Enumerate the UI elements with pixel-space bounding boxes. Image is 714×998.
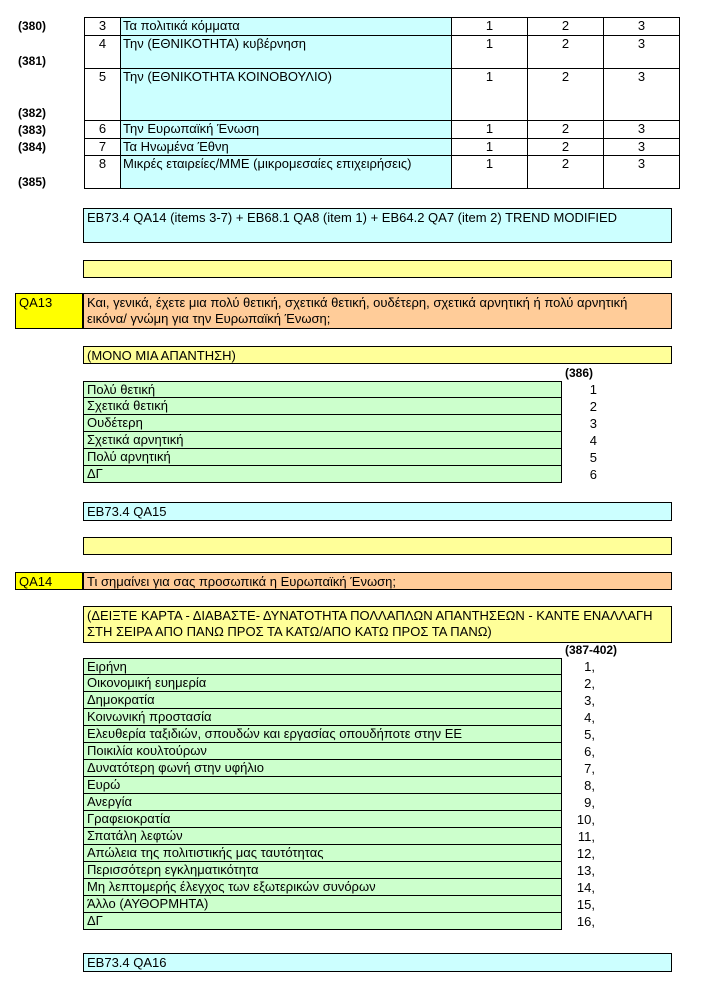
answer-code: 3 bbox=[604, 36, 680, 69]
answer-option: Ευρώ bbox=[83, 777, 562, 794]
instruction-band: (ΔΕΙΞΤΕ ΚΑΡΤΑ - ΔΙΑΒΑΣΤΕ- ΔΥΝΑΤΟΤΗΤΑ ΠΟΛΛΑΠΛΩΝ ΑΠΑΝΤΗΣΕΩΝ - ΚΑΝΤΕ ΕΝΑΛΛΑΓΗ ΣΤΗ ΣΕΙΡΑ ΑΠΟ ΠΑΝΩ ΠΡΟΣ ΤΑ ΚΑΤΩ/ΑΠΟ ΚΑΤΩ ΠΡΟΣ ΤΑ ΠΑΝΩ) bbox=[83, 606, 672, 643]
answer-code: 9, bbox=[584, 795, 595, 810]
answer-option: Πολύ αρνητική bbox=[83, 449, 562, 466]
item-number: 4 bbox=[85, 36, 121, 69]
item-number: 7 bbox=[85, 139, 121, 156]
answer-option: Ουδέτερη bbox=[83, 415, 562, 432]
row-code: (385) bbox=[18, 175, 47, 189]
answer-code: 13, bbox=[576, 863, 595, 878]
question-id: QA13 bbox=[15, 293, 83, 329]
answer-option: Δημοκρατία bbox=[83, 692, 562, 709]
table-row bbox=[85, 36, 680, 69]
answer-code: 5 bbox=[589, 450, 597, 465]
answer-codes bbox=[555, 659, 595, 931]
answer-option: Ελευθερία ταξιδιών, σπουδών και εργασίας οπουδήποτε στην ΕΕ bbox=[83, 726, 562, 743]
answer-codes bbox=[557, 382, 597, 484]
instruction-band: (ΜΟΝΟ ΜΙΑ ΑΠΑΝΤΗΣΗ) bbox=[83, 346, 672, 364]
item-label: Τα πολιτικά κόμματα bbox=[121, 18, 452, 36]
answer-code: 2 bbox=[528, 139, 604, 156]
answer-option: Ανεργία bbox=[83, 794, 562, 811]
table-row bbox=[85, 156, 680, 189]
answer-code: 5, bbox=[584, 727, 595, 742]
column-code: (386) bbox=[565, 366, 594, 380]
answer-option: Σχετικά θετική bbox=[83, 398, 562, 415]
answer-code: 11, bbox=[577, 829, 595, 844]
item-label: Τα Ηνωμένα Έθνη bbox=[121, 139, 452, 156]
row-code: (381) bbox=[18, 54, 47, 68]
answer-option: ΔΓ bbox=[83, 913, 562, 930]
row-code: (384) bbox=[18, 140, 47, 154]
source-note: EB73.4 QA15 bbox=[83, 502, 672, 521]
item-label: Την Ευρωπαϊκή Ένωση bbox=[121, 121, 452, 139]
answer-option: Περισσότερη εγκληματικότητα bbox=[83, 862, 562, 879]
separator-band bbox=[83, 260, 672, 278]
table-row bbox=[85, 139, 680, 156]
item-number: 5 bbox=[85, 69, 121, 121]
answer-code: 8, bbox=[584, 778, 595, 793]
answer-option: Πολύ θετική bbox=[83, 381, 562, 398]
item-label: Την (ΕΘΝΙΚΟΤΗΤΑ ΚΟΙΝΟΒΟΥΛΙΟ) bbox=[121, 69, 452, 121]
answer-code: 3, bbox=[584, 693, 595, 708]
answer-option: Δυνατότερη φωνή στην υφήλιο bbox=[83, 760, 562, 777]
answer-option: Απώλεια της πολιτιστικής μας ταυτότητας bbox=[83, 845, 562, 862]
answer-option: Άλλο (ΑΥΘΟΡΜΗΤΑ) bbox=[83, 896, 562, 913]
answer-code: 3 bbox=[604, 121, 680, 139]
question-text: Τι σημαίνει για σας προσωπικά η Ευρωπαϊκή Ένωση; bbox=[83, 572, 672, 590]
answer-option: Σπατάλη λεφτών bbox=[83, 828, 562, 845]
answer-code: 1 bbox=[452, 69, 528, 121]
answer-code: 2, bbox=[584, 676, 595, 691]
answer-option: Σχετικά αρνητική bbox=[83, 432, 562, 449]
item-label: Μικρές εταιρείες/ΜΜΕ (μικρομεσαίες επιχειρήσεις) bbox=[121, 156, 452, 189]
item-number: 8 bbox=[85, 156, 121, 189]
answer-list bbox=[83, 658, 562, 930]
answer-list bbox=[83, 381, 562, 483]
question-id: QA14 bbox=[15, 572, 83, 590]
answer-code: 14, bbox=[576, 880, 595, 895]
source-note: EB73.4 QA16 bbox=[83, 953, 672, 972]
item-number: 3 bbox=[85, 18, 121, 36]
trust-items-table bbox=[84, 17, 680, 189]
answer-code: 2 bbox=[528, 36, 604, 69]
answer-code: 6, bbox=[584, 744, 595, 759]
answer-code: 10, bbox=[576, 812, 595, 827]
table-row bbox=[85, 121, 680, 139]
answer-code: 2 bbox=[528, 121, 604, 139]
answer-code: 12, bbox=[576, 846, 595, 861]
answer-code: 3 bbox=[604, 139, 680, 156]
trend-note: EB73.4 QA14 (items 3-7) + EB68.1 QA8 (item 1) + EB64.2 QA7 (item 2) TREND MODIFIED bbox=[83, 208, 672, 243]
answer-code: 1 bbox=[589, 382, 597, 397]
answer-code: 3 bbox=[604, 69, 680, 121]
answer-option: Κοινωνική προστασία bbox=[83, 709, 562, 726]
question-text: Και, γενικά, έχετε μια πολύ θετική, σχετικά θετική, ουδέτερη, σχετικά αρνητική ή πολύ αρνητική εικόνα/ γνώμη για την Ευρωπαϊκή Ένωση; bbox=[83, 293, 672, 329]
answer-code: 2 bbox=[528, 18, 604, 36]
answer-code: 16, bbox=[576, 914, 595, 929]
answer-code: 3 bbox=[604, 18, 680, 36]
answer-code: 1 bbox=[452, 139, 528, 156]
answer-code: 4, bbox=[584, 710, 595, 725]
answer-code: 1, bbox=[584, 659, 595, 674]
answer-option: Ποικιλία κουλτούρων bbox=[83, 743, 562, 760]
answer-code: 2 bbox=[528, 69, 604, 121]
answer-option: Γραφειοκρατία bbox=[83, 811, 562, 828]
row-code: (383) bbox=[18, 123, 47, 137]
row-code: (382) bbox=[18, 106, 47, 120]
separator-band bbox=[83, 537, 672, 555]
answer-code: 15, bbox=[576, 897, 595, 912]
answer-code: 1 bbox=[452, 18, 528, 36]
answer-code: 3 bbox=[604, 156, 680, 189]
answer-code: 7, bbox=[584, 761, 595, 776]
answer-option: Ειρήνη bbox=[83, 658, 562, 675]
item-label: Την (ΕΘΝΙΚΟΤΗΤΑ) κυβέρνηση bbox=[121, 36, 452, 69]
answer-code: 1 bbox=[452, 121, 528, 139]
column-code: (387-402) bbox=[565, 643, 618, 657]
answer-code: 2 bbox=[528, 156, 604, 189]
table-row bbox=[85, 18, 680, 36]
answer-code: 3 bbox=[589, 416, 597, 431]
answer-code: 2 bbox=[589, 399, 597, 414]
answer-code: 1 bbox=[452, 36, 528, 69]
answer-code: 6 bbox=[589, 467, 597, 482]
item-number: 6 bbox=[85, 121, 121, 139]
answer-code: 1 bbox=[452, 156, 528, 189]
answer-option: Μη λεπτομερής έλεγχος των εξωτερικών συνόρων bbox=[83, 879, 562, 896]
row-code: (380) bbox=[18, 19, 47, 33]
answer-option: ΔΓ bbox=[83, 466, 562, 483]
answer-option: Οικονομική ευημερία bbox=[83, 675, 562, 692]
table-row bbox=[85, 69, 680, 121]
answer-code: 4 bbox=[589, 433, 597, 448]
